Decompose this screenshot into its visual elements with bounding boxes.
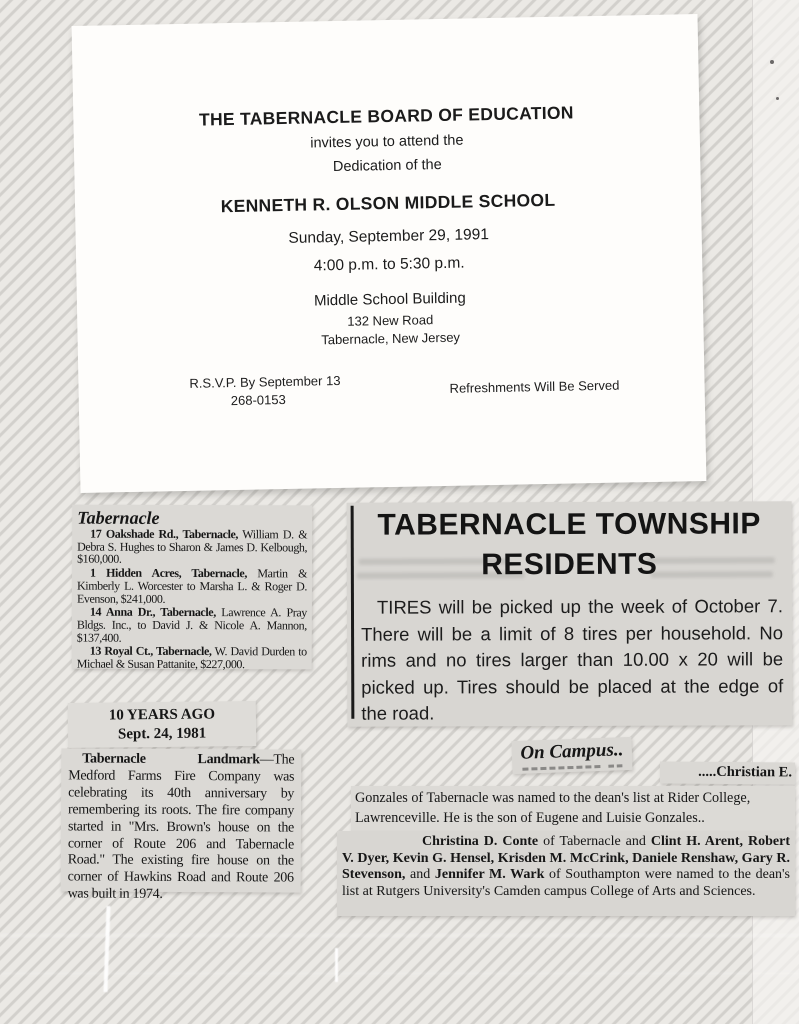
entry-address: 1 Hidden Acres, Tabernacle, xyxy=(90,565,247,581)
christian-fragment-clipping: .....Christian E. xyxy=(660,762,795,785)
ink-bleed xyxy=(359,558,509,565)
ink-bleed xyxy=(647,557,775,563)
gonzales-line1: Gonzales of Tabernacle was named to the dean's list at Rider College, xyxy=(355,790,751,806)
invitation-date: Sunday, September 29, 1991 xyxy=(288,226,490,247)
tires-headline-line2: RESIDENTS xyxy=(481,547,658,582)
invitation-title: THE TABERNACLE BOARD OF EDUCATION xyxy=(198,102,574,130)
invitation-line1: invites you to attend the xyxy=(310,132,464,152)
ten-years-ago-title: 10 YEARS AGO xyxy=(108,706,216,724)
ten-years-ago-paragraph xyxy=(68,751,295,904)
entry-address: 14 Anna Dr., Tabernacle, xyxy=(89,604,216,620)
invitation-rsvp-phone: 268-0153 xyxy=(230,392,286,409)
on-campus-header-clipping xyxy=(511,737,632,774)
rutgers-paragraph: Christina D. Conte of Tabernacle and Clint H. Arent, Robert V. Dyer, Kevin G. Hensel, Krisden M. McCrink, Daniele Renshaw, Gary R. Stevenson, and Jennifer M. Wark of Southampton were named to the dean's list at Rutgers University's Camden campus College of Arts and Sciences. xyxy=(342,834,791,899)
page-crease xyxy=(0,972,799,975)
invitation-time: 4:00 p.m. to 5:30 p.m. xyxy=(313,254,465,275)
entry-detail: W. David Durden to Michael & Susan Pattanite, $227,000. xyxy=(76,644,307,672)
invitation-card xyxy=(72,14,707,493)
real-estate-header: Tabernacle xyxy=(77,507,160,528)
entry-address: 13 Royal Ct., Tabernacle, xyxy=(89,643,212,659)
tires-headline-line1: TABERNACLE TOWNSHIP xyxy=(377,507,761,542)
ink-bleed xyxy=(357,572,525,579)
invitation-address1: 132 New Road xyxy=(347,312,434,329)
paragraph-lead: Tabernacle Landmark xyxy=(82,751,260,768)
real-estate-entry xyxy=(77,567,307,606)
real-estate-clipping xyxy=(72,505,313,670)
entry-detail: Martin & Kimberly L. Worcester to Marsha L. & Roger D. Evenson, $241,000. xyxy=(76,566,308,606)
invitation-rsvp-line1: R.S.V.P. By September 13 xyxy=(189,372,341,391)
scratch-mark xyxy=(335,948,338,982)
invitation-line2: Dedication of the xyxy=(332,156,442,176)
tires-body-text: TIRES will be picked up the week of October 7. There will be a limit of 8 tires per household. No rims and no tires larger than 10.00 x 20 will be picked up. Tires should be placed at the edge of the road. xyxy=(361,595,784,725)
ten-years-ago-header-clipping xyxy=(68,701,256,748)
page-crease xyxy=(0,934,799,937)
invitation-refreshments-note: Refreshments Will Be Served xyxy=(449,377,620,396)
entry-detail: Lawrence A. Pray Bldgs. Inc., to David J. & Nicole A. Mannon, $137,400. xyxy=(76,605,307,645)
real-estate-entry xyxy=(77,606,307,645)
paragraph-text: —The Medford Farms Fire Company was celebrating its 40th anniversary by remembering its roots. The fire company started in "Mrs. Brown's house on the corner of Route 206 and Tabernacle Road." The existing fire house on the corner of Hawkins Road and Route 206 was built in 1974. xyxy=(67,752,295,903)
gonzales-line2: Lawrenceville. He is the son of Eugene and Luisie Gonzales.. xyxy=(355,810,705,826)
paper-speck xyxy=(776,97,779,100)
paper-speck xyxy=(770,60,774,64)
on-campus-title: On Campus.. xyxy=(520,739,624,764)
real-estate-entry xyxy=(77,645,307,671)
real-estate-entry xyxy=(77,528,307,567)
cut-off-text-marks xyxy=(608,764,622,767)
gonzales-deans-list-clipping xyxy=(351,786,795,832)
rutgers-deans-list-clipping xyxy=(337,831,795,916)
invitation-venue: Middle School Building xyxy=(313,289,466,310)
ink-bleed xyxy=(651,571,773,577)
invitation-school-name: KENNETH R. OLSON MIDDLE SCHOOL xyxy=(220,189,556,217)
entry-address: 17 Oakshade Rd., Tabernacle, xyxy=(90,526,239,542)
entry-detail: William D. & Debra S. Hughes to Sharon & James D. Kelbough, $160,000. xyxy=(77,527,308,567)
ten-years-ago-date: Sept. 24, 1981 xyxy=(117,725,207,743)
tires-notice-clipping xyxy=(347,501,793,727)
invitation-address2: Tabernacle, New Jersey xyxy=(321,329,461,348)
ten-years-ago-body-clipping xyxy=(61,748,302,903)
scratch-mark xyxy=(104,906,111,992)
